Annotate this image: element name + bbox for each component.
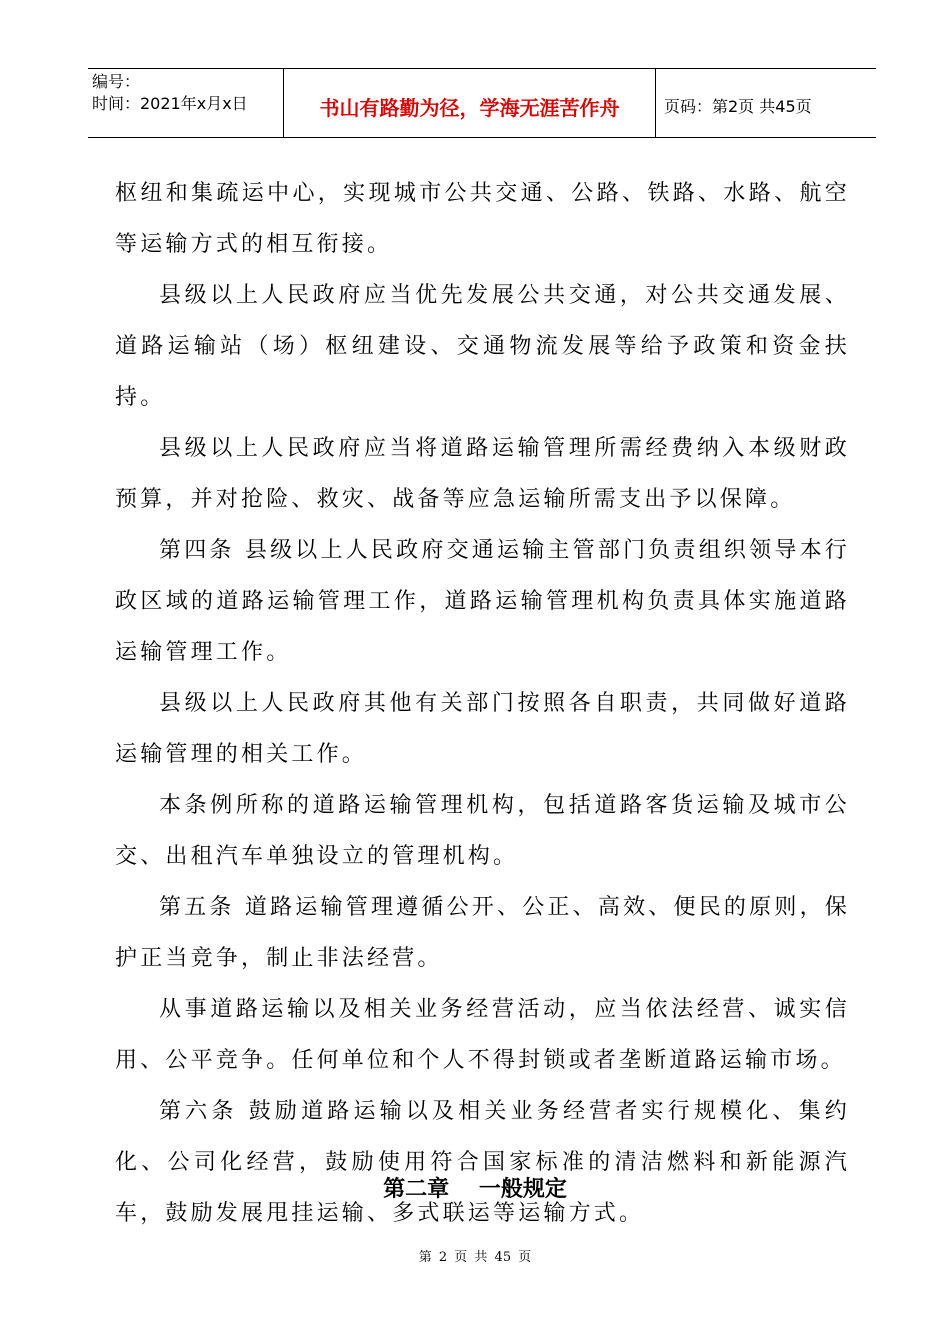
page-header bbox=[88, 68, 876, 138]
article-4-paragraph: 第四条 县级以上人民政府交通运输主管部门负责组织领导本行政区域的道路运输管理工作，道路运输管理机构负责具体实施道路运输管理工作。 bbox=[115, 538, 850, 665]
header-motto: 书山有路勤为径，学海无涯苦作舟 bbox=[284, 69, 656, 137]
page-footer: 第 2 页 共 45 页 bbox=[418, 1250, 532, 1265]
article-5-paragraph: 第五条 道路运输管理遵循公开、公正、高效、便民的原则，保护正当竞争，制止非法经营。 bbox=[115, 895, 850, 971]
document-number-label: 编号： bbox=[92, 72, 141, 91]
paragraph: 县级以上人民政府其他有关部门按照各自职责，共同做好道路运输管理的相关工作。 bbox=[115, 691, 850, 767]
chapter-heading: 第二章 一般规定 bbox=[383, 1177, 567, 1202]
paragraph-continuation: 枢纽和集疏运中心，实现城市公共交通、公路、铁路、水路、航空等运输方式的相互衔接。 bbox=[115, 181, 850, 257]
article-6-paragraph: 第六条 鼓励道路运输以及相关业务经营者实行规模化、集约化、公司化经营，鼓励使用符合国家标准的清洁燃料和新能源汽车，鼓励发展甩挂运输、多式联运等运输方式。 bbox=[115, 1099, 850, 1226]
document-date: 时间：2021年x月x日 bbox=[92, 94, 248, 113]
header-meta bbox=[88, 69, 284, 137]
paragraph: 县级以上人民政府应当将道路运输管理所需经费纳入本级财政预算，并对抢险、救灾、战备等应急运输所需支出予以保障。 bbox=[115, 436, 850, 512]
paragraph: 县级以上人民政府应当优先发展公共交通，对公共交通发展、道路运输站（场）枢纽建设、交通物流发展等给予政策和资金扶持。 bbox=[115, 283, 850, 410]
paragraph: 从事道路运输以及相关业务经营活动，应当依法经营、诚实信用、公平竞争。任何单位和个人不得封锁或者垄断道路运输市场。 bbox=[115, 997, 850, 1073]
header-page-info: 页码：第2页 共45页 bbox=[664, 96, 812, 116]
document-body bbox=[115, 168, 850, 1239]
paragraph: 本条例所称的道路运输管理机构，包括道路客货运输及城市公交、出租汽车单独设立的管理机构。 bbox=[115, 793, 850, 869]
